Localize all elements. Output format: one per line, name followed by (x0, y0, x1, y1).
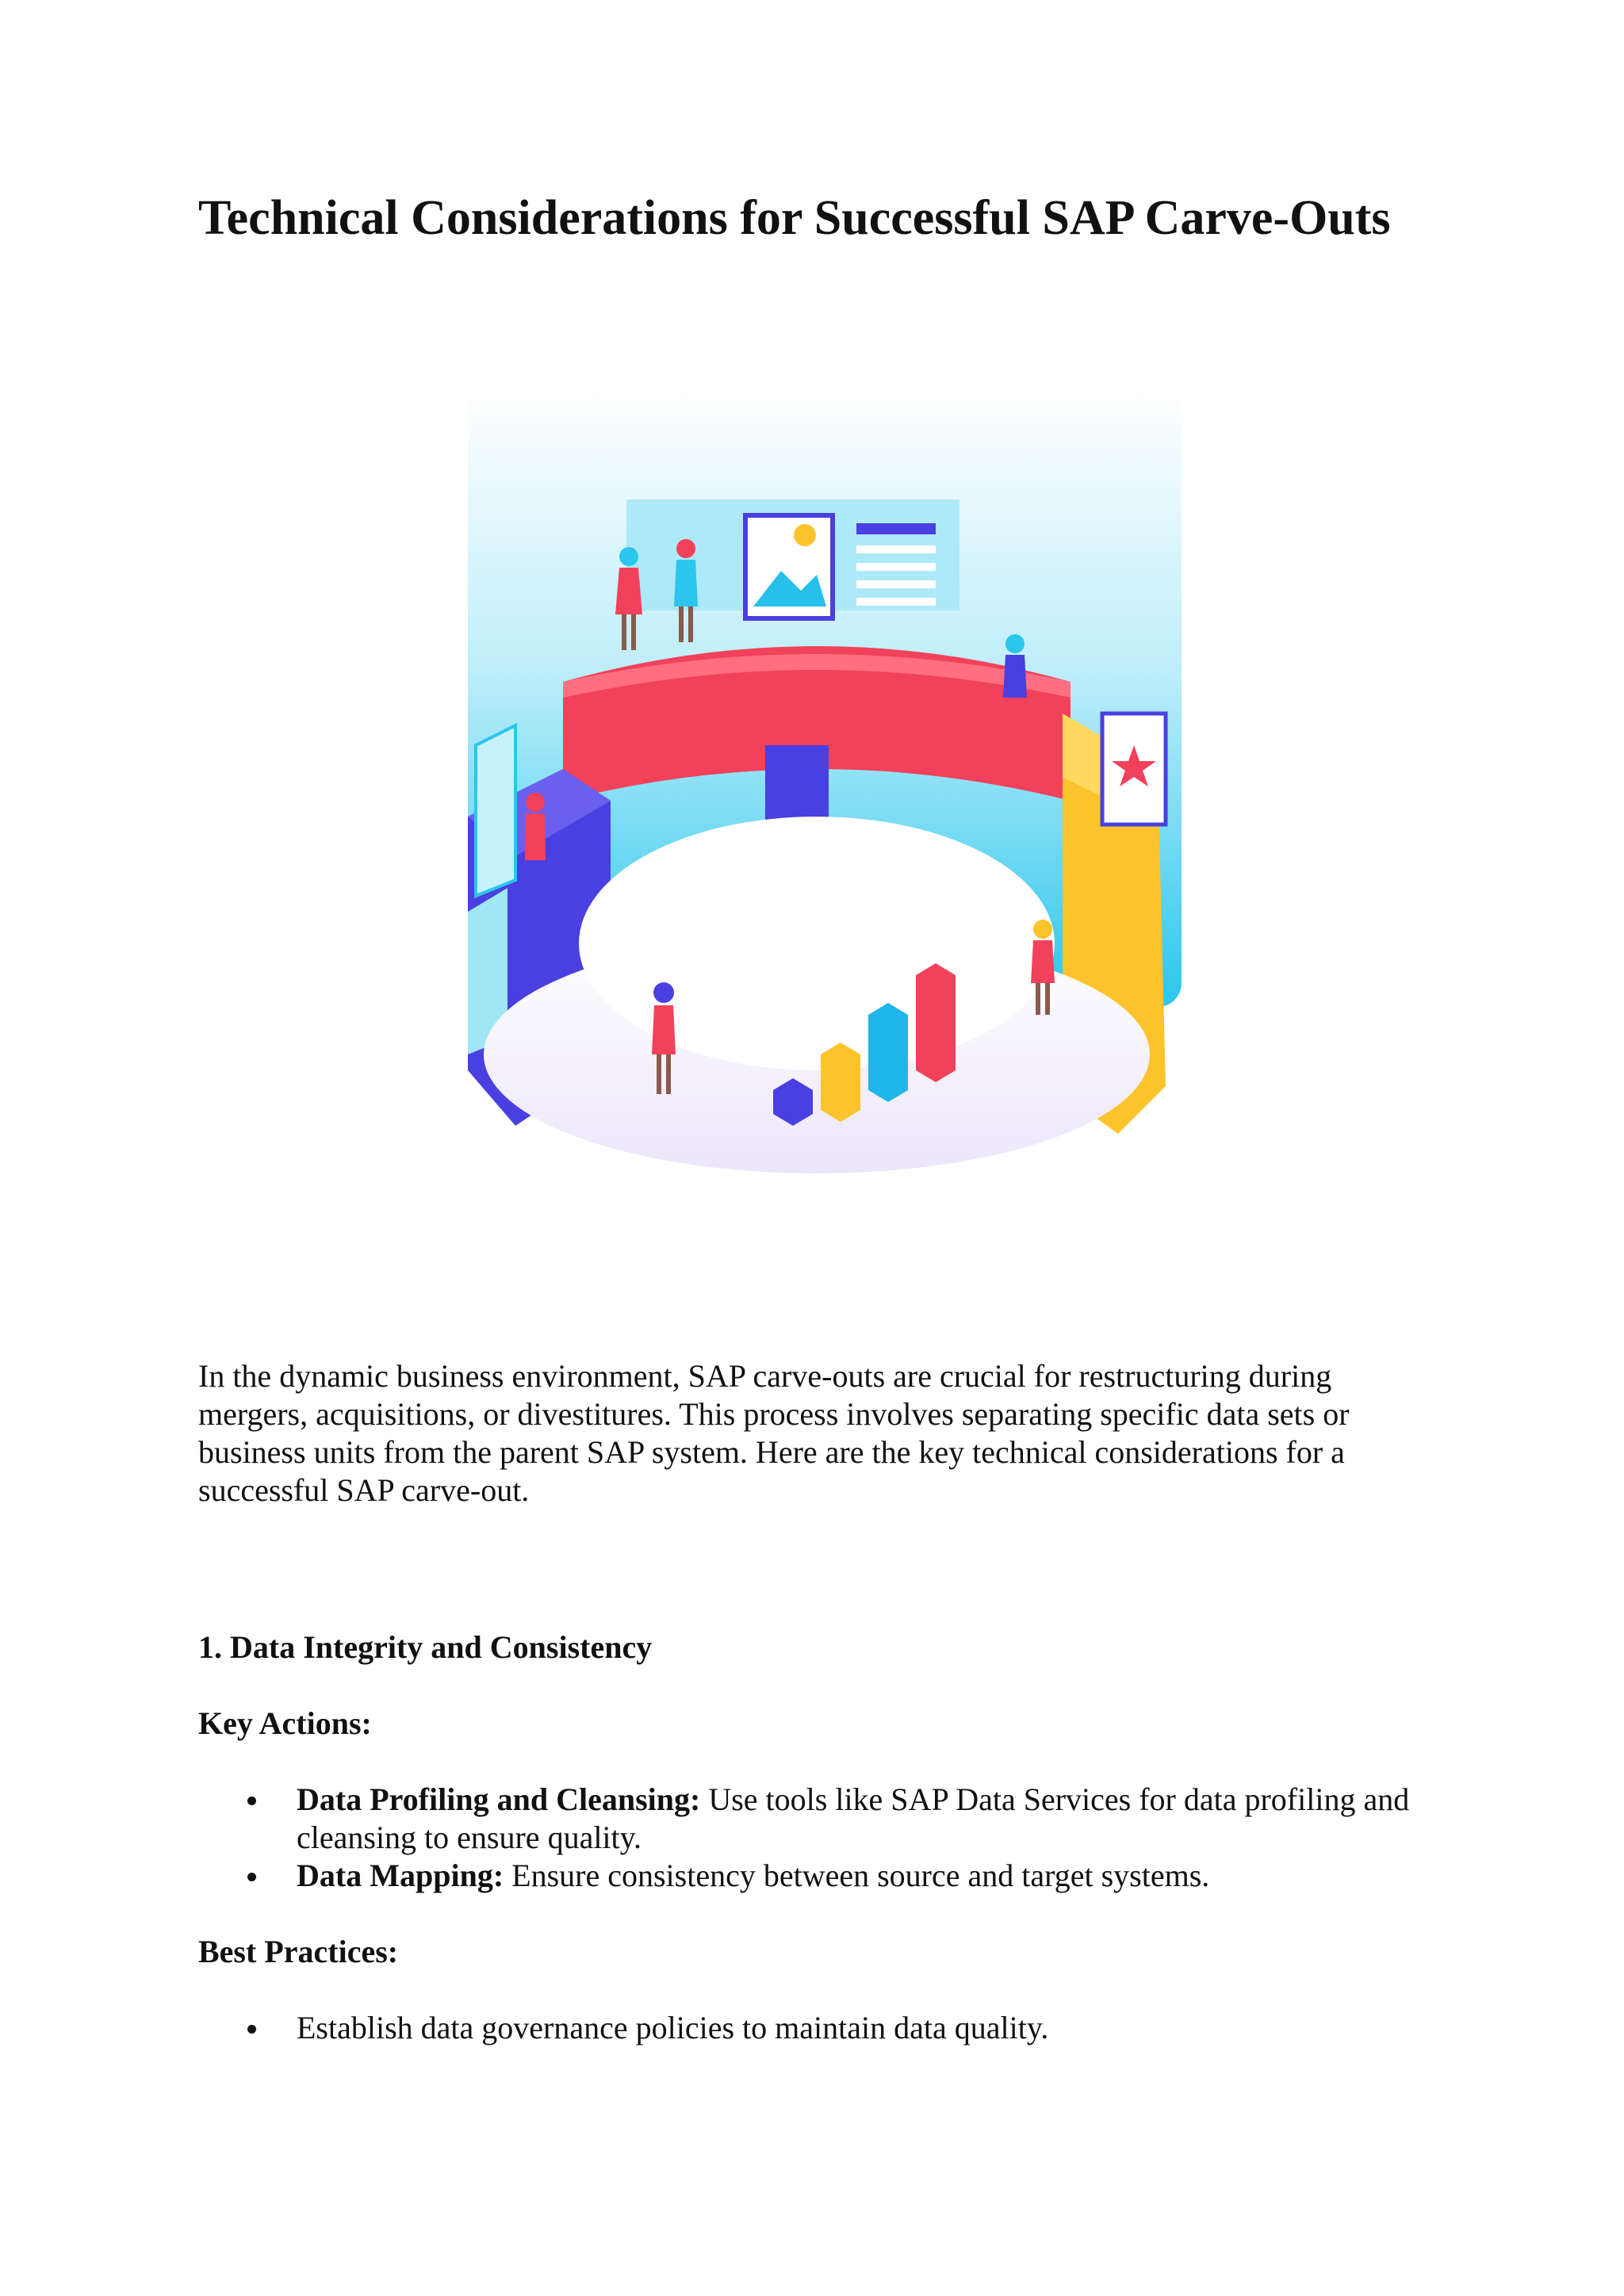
list-item-text: Establish data governance policies to maintain data quality. (297, 2010, 1049, 2045)
carve-out-illustration (444, 373, 1205, 1213)
bullet-icon (247, 2025, 256, 2034)
document-lines-icon (856, 523, 936, 534)
best-practices-list (198, 2009, 1435, 2047)
key-actions-heading: Key Actions: (198, 1705, 372, 1741)
list-item (198, 1857, 1435, 1895)
list-item (198, 1781, 1435, 1857)
intro-paragraph: In the dynamic business environment, SAP carve-outs are crucial for restructuring during mergers, acquisitions, or divestitures. This process involves separating specific data sets or business units from the parent SAP system. Here are the key technical considerations for a successful SAP carve-out. (198, 1358, 1350, 1508)
bullet-icon (247, 1873, 256, 1881)
list-item-text: Ensure consistency between source and target systems. (504, 1858, 1210, 1893)
list-item (198, 2009, 1435, 2047)
section-heading-data-integrity: 1. Data Integrity and Consistency (198, 1629, 653, 1665)
list-item-term: Data Mapping: (297, 1858, 504, 1893)
list-item-text: Use tools like SAP Data Services for data profiling and cleansing to ensure quality. (297, 1781, 1410, 1855)
list-item-term: Data Profiling and Cleansing: (297, 1781, 701, 1817)
bullet-icon (247, 1797, 256, 1805)
best-practices-heading: Best Practices: (198, 1934, 399, 1969)
key-actions-list (198, 1781, 1435, 1895)
page-title: Technical Considerations for Successful SAP Carve-Outs (198, 191, 1391, 245)
